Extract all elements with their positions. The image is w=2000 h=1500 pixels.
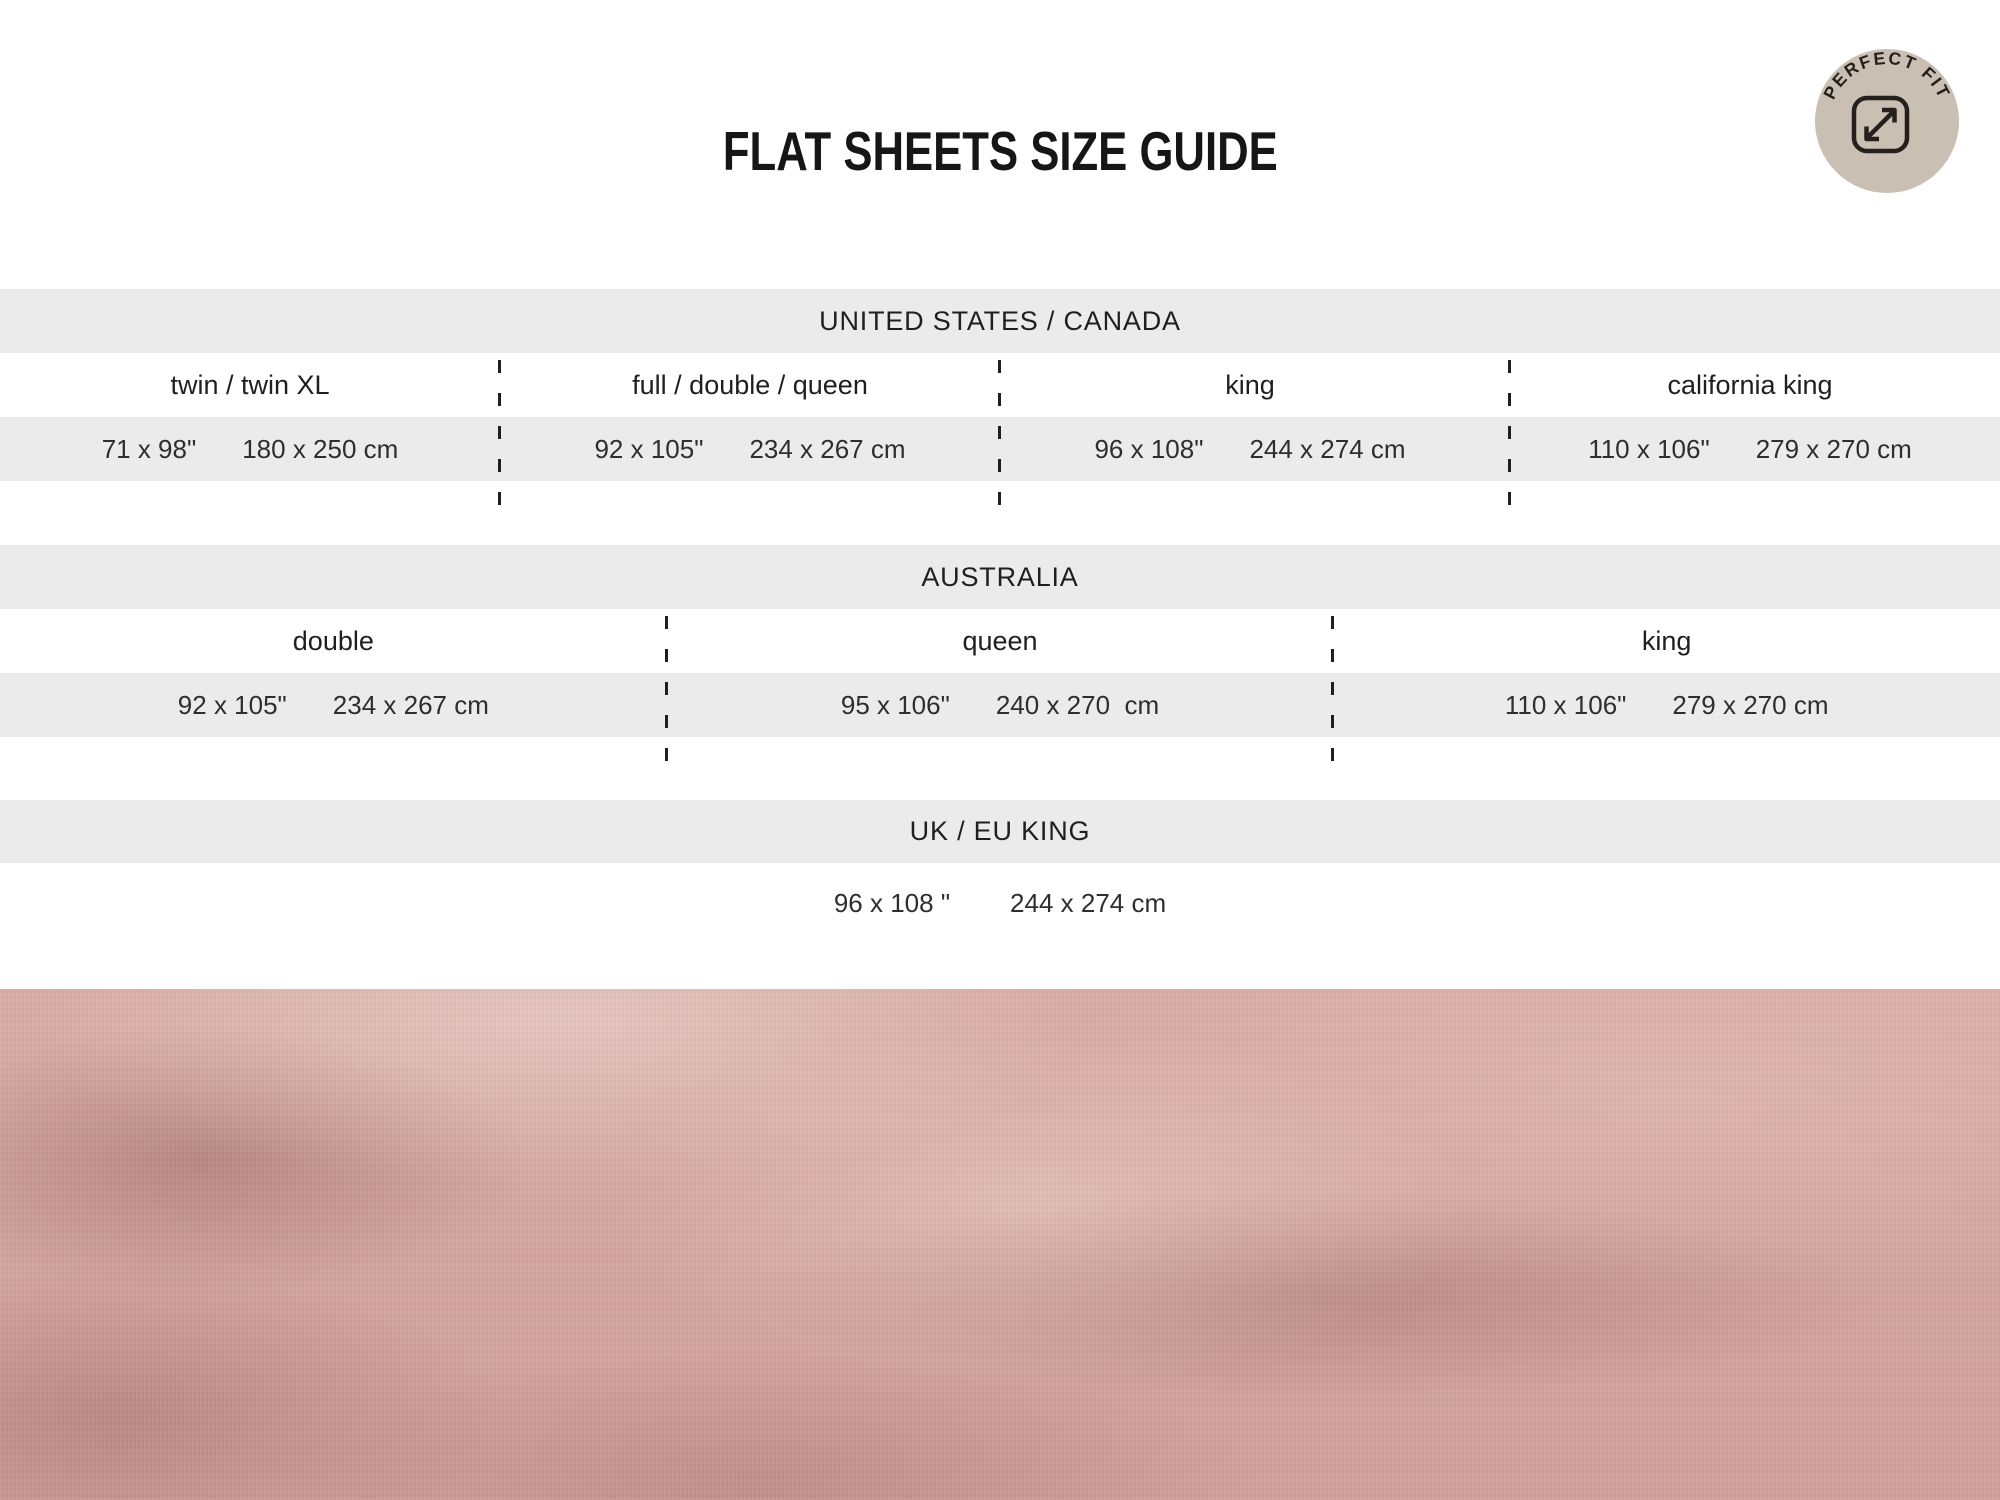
us-measurement-king [1000, 417, 1500, 481]
au-queen-inches: 95 x 106" [840, 689, 950, 720]
us-size-name-twin: twin / twin XL [170, 369, 330, 400]
perfect-fit-badge-graphic [1814, 48, 1960, 194]
us-size-table [0, 353, 2000, 481]
au-king-cm: 279 x 270 cm [1672, 689, 1829, 720]
page-header [0, 0, 2000, 289]
uk-king-inches: 96 x 108 " [833, 887, 951, 918]
pink-linen-fabric-photo [0, 989, 2000, 1500]
uk-measurements-row [0, 863, 2000, 989]
us-size-name-california-king: california king [1667, 369, 1833, 400]
section-header-uk-eu-king: UK / EU KING [0, 800, 2000, 863]
us-measurement-california-king [1500, 417, 2000, 481]
au-double-inches: 92 x 105" [177, 689, 287, 720]
section-us-canada [0, 289, 2000, 481]
section-uk-eu-king [0, 800, 2000, 989]
au-size-table [0, 609, 2000, 737]
column-divider [498, 360, 501, 508]
us-size-name-king: king [1225, 369, 1275, 400]
us-measurement-full-double-queen [500, 417, 1000, 481]
section-header-australia: AUSTRALIA [0, 545, 2000, 609]
badge-arc-text: PERFECT FIT [1819, 48, 1955, 103]
us-measurement-twin [0, 417, 500, 481]
au-queen-cm: 240 x 270 cm [995, 689, 1160, 720]
us-calking-inches: 110 x 106" [1588, 433, 1710, 464]
us-king-inches: 96 x 108" [1094, 433, 1204, 464]
au-size-names-row [0, 609, 2000, 673]
au-size-name-double: double [292, 625, 374, 656]
section-header-us-canada: UNITED STATES / CANADA [0, 289, 2000, 353]
column-divider [1331, 616, 1334, 764]
us-twin-cm: 180 x 250 cm [242, 433, 399, 464]
column-divider [665, 616, 668, 764]
column-divider [1508, 360, 1511, 508]
au-size-name-queen: queen [962, 625, 1038, 656]
au-double-cm: 234 x 267 cm [332, 689, 489, 720]
us-twin-inches: 71 x 98" [101, 433, 197, 464]
us-size-name-full-double-queen: full / double / queen [632, 369, 868, 400]
us-full-inches: 92 x 105" [594, 433, 704, 464]
section-australia [0, 545, 2000, 737]
page-title: FLAT SHEETS SIZE GUIDE [722, 121, 1278, 183]
au-measurement-queen [667, 673, 1334, 737]
us-king-cm: 244 x 274 cm [1249, 433, 1406, 464]
au-measurement-king [1333, 673, 2000, 737]
uk-king-cm: 244 x 274 cm [1010, 887, 1167, 918]
au-size-name-king: king [1641, 625, 1692, 656]
perfect-fit-badge [1814, 48, 1960, 194]
us-calking-cm: 279 x 270 cm [1755, 433, 1912, 464]
us-full-cm: 234 x 267 cm [749, 433, 906, 464]
au-measurement-double [0, 673, 667, 737]
section-gap [0, 737, 2000, 800]
column-divider [998, 360, 1001, 508]
au-measurements-row [0, 673, 2000, 737]
au-king-inches: 110 x 106" [1504, 689, 1627, 720]
